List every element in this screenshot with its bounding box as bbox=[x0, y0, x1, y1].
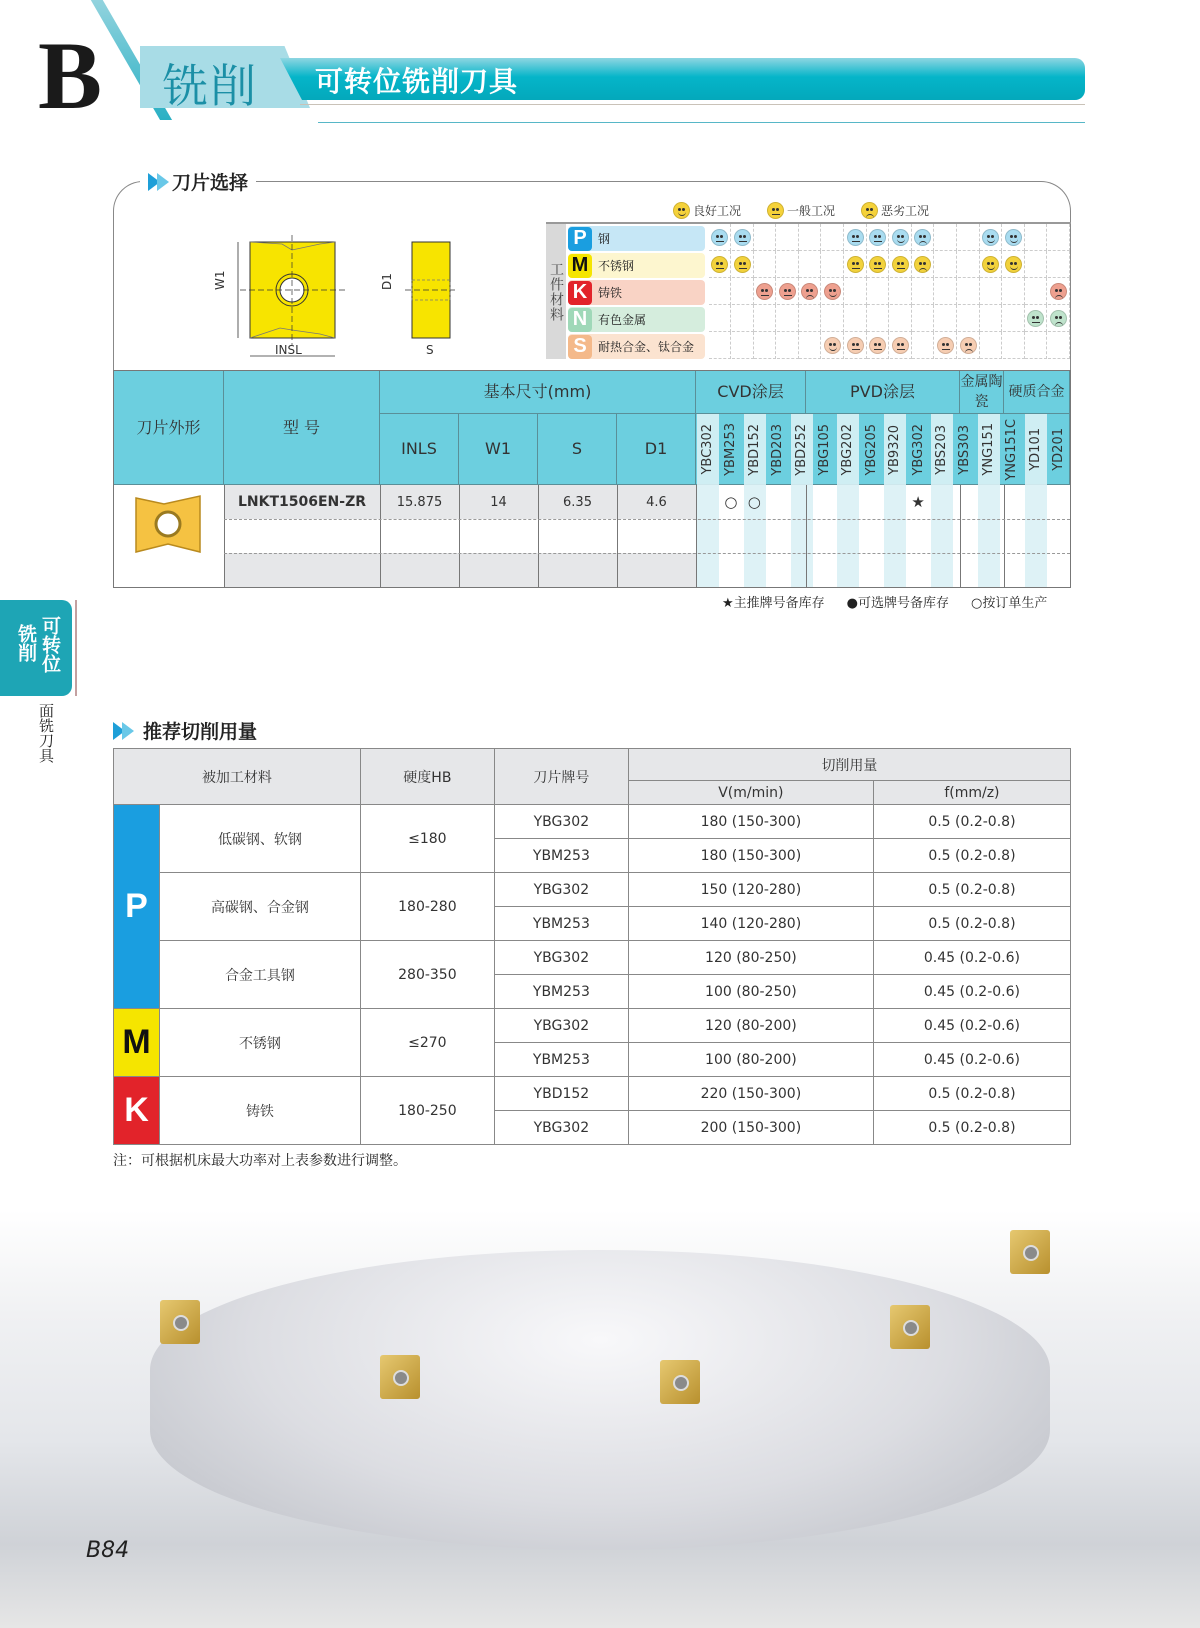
normal-condition-icon bbox=[869, 256, 886, 273]
good-condition-icon bbox=[982, 256, 999, 273]
suitability-cell bbox=[980, 251, 1002, 278]
suitability-cell bbox=[935, 224, 957, 251]
grade-header-ybg302 bbox=[907, 414, 930, 485]
suitability-cell bbox=[754, 278, 776, 305]
good-condition-icon bbox=[1005, 229, 1022, 246]
material-name: 高碳钢、合金钢 bbox=[160, 873, 361, 941]
insert-selection-heading bbox=[140, 168, 256, 195]
suitability-cell bbox=[754, 305, 776, 332]
feed-value: 0.5 (0.2-0.8) bbox=[873, 907, 1070, 941]
material-name: 铸铁 bbox=[598, 286, 623, 300]
col-pvd: PVD涂层 bbox=[806, 371, 960, 414]
table-row bbox=[114, 1009, 1071, 1043]
material-letter-badge: M bbox=[568, 254, 592, 278]
feed-value: 0.45 (0.2-0.6) bbox=[873, 941, 1070, 975]
cutting-data-heading bbox=[113, 717, 257, 744]
good-condition-icon bbox=[982, 229, 999, 246]
side-tab-label-1: 可转位 bbox=[39, 616, 61, 673]
legend-label: 良好工况 bbox=[693, 204, 742, 218]
feed-value: 0.5 (0.2-0.8) bbox=[873, 839, 1070, 873]
hardness-value: 280-350 bbox=[360, 941, 494, 1009]
grade-label: YBG302 bbox=[910, 423, 926, 476]
suitability-cell bbox=[822, 332, 844, 359]
col-cvd: CVD涂层 bbox=[696, 371, 806, 414]
column-divider bbox=[1004, 485, 1005, 587]
hardness-value: ≤270 bbox=[360, 1009, 494, 1077]
feed-value: 0.5 (0.2-0.8) bbox=[873, 1077, 1070, 1111]
feed-value: 0.5 (0.2-0.8) bbox=[873, 873, 1070, 907]
grade-value: YBD152 bbox=[494, 1077, 628, 1111]
good-condition-icon bbox=[824, 283, 841, 300]
material-row-m bbox=[568, 253, 705, 278]
feed-value: 0.45 (0.2-0.6) bbox=[873, 975, 1070, 1009]
suitability-cell bbox=[935, 305, 957, 332]
insert-photo bbox=[660, 1360, 700, 1404]
grade-header-ybs303 bbox=[953, 414, 976, 485]
col-model: 型 号 bbox=[224, 371, 380, 485]
legend-bad bbox=[861, 202, 929, 219]
suitability-cell bbox=[777, 278, 799, 305]
stock-mark-ybg302: ★ bbox=[911, 493, 925, 511]
col-dim-inls: INLS bbox=[380, 414, 459, 485]
cell-model: LNKT1506EN-ZR bbox=[237, 494, 367, 510]
heading-text: 推荐切削用量 bbox=[143, 721, 258, 743]
grade-label: YBS203 bbox=[934, 424, 949, 475]
divider bbox=[318, 122, 1085, 123]
suitability-cell bbox=[935, 278, 957, 305]
insert-table bbox=[113, 370, 1071, 588]
grade-header-ybd203 bbox=[766, 414, 789, 485]
cell-d1 bbox=[617, 553, 696, 587]
suitability-cell bbox=[958, 332, 980, 359]
cell-d1 bbox=[617, 519, 696, 553]
cell-inls: 15.875 bbox=[396, 494, 443, 510]
suitability-cell bbox=[1048, 251, 1070, 278]
speed-value: 100 (80-200) bbox=[628, 1043, 873, 1077]
suitability-cell bbox=[777, 251, 799, 278]
col-dimensions: 基本尺寸(mm) bbox=[380, 371, 696, 414]
suitability-cell bbox=[912, 305, 934, 332]
suitability-cell bbox=[1025, 278, 1047, 305]
table-row bbox=[114, 805, 1071, 839]
grade-header-yng151c bbox=[1000, 414, 1023, 485]
cell-s bbox=[538, 553, 617, 587]
speed-value: 200 (150-300) bbox=[628, 1111, 873, 1145]
material-name: 铸铁 bbox=[160, 1077, 361, 1145]
side-tab-milling[interactable] bbox=[0, 600, 72, 696]
suitability-cell bbox=[845, 305, 867, 332]
stock-legend-order: ○按订单生产 bbox=[971, 596, 1048, 611]
suitability-cell bbox=[822, 278, 844, 305]
suitability-cell bbox=[822, 251, 844, 278]
grade-value: YBG302 bbox=[494, 1009, 628, 1043]
svg-text:INSL: INSL bbox=[275, 343, 302, 357]
footnote: 注：可根据机床最大功率对上表参数进行调整。 bbox=[113, 1153, 407, 1169]
col-grade: 刀片牌号 bbox=[494, 749, 628, 805]
material-letter-badge: N bbox=[568, 308, 592, 332]
suitability-cell bbox=[799, 251, 821, 278]
material-letter-badge: K bbox=[568, 281, 592, 305]
normal-condition-icon bbox=[1027, 310, 1044, 327]
normal-condition-icon bbox=[756, 283, 773, 300]
suitability-grid bbox=[709, 224, 1071, 359]
cutting-data-table bbox=[113, 748, 1071, 1145]
stock-legend-main: ★主推牌号备库存 bbox=[722, 596, 825, 611]
grade-value: YBM253 bbox=[494, 839, 628, 873]
insert-photo bbox=[380, 1355, 420, 1399]
normal-condition-icon bbox=[847, 337, 864, 354]
normal-condition-icon bbox=[767, 202, 784, 219]
insert-shape-icon bbox=[134, 493, 204, 555]
suitability-cell bbox=[1025, 305, 1047, 332]
cell-inls bbox=[380, 553, 459, 587]
suitability-cell bbox=[935, 251, 957, 278]
suitability-cell bbox=[958, 278, 980, 305]
page-number: B84 bbox=[86, 1538, 130, 1563]
suitability-cell bbox=[1003, 251, 1025, 278]
suitability-cell bbox=[912, 278, 934, 305]
material-row-n bbox=[568, 307, 705, 332]
material-name: 合金工具钢 bbox=[160, 941, 361, 1009]
speed-value: 100 (80-250) bbox=[628, 975, 873, 1009]
insert-photo bbox=[160, 1300, 200, 1344]
cell-s: 6.35 bbox=[563, 494, 592, 510]
speed-value: 140 (120-280) bbox=[628, 907, 873, 941]
grade-header-ybg105 bbox=[813, 414, 836, 485]
material-name: 低碳钢、软钢 bbox=[160, 805, 361, 873]
speed-value: 180 (150-300) bbox=[628, 839, 873, 873]
suitability-cell bbox=[732, 332, 754, 359]
grade-header-ybd252 bbox=[790, 414, 813, 485]
suitability-cell bbox=[799, 278, 821, 305]
material-name: 有色金属 bbox=[598, 313, 647, 327]
speed-value: 120 (80-200) bbox=[628, 1009, 873, 1043]
stock-mark-ybm253: ○ bbox=[724, 493, 738, 511]
speed-value: 180 (150-300) bbox=[628, 805, 873, 839]
suitability-cell bbox=[754, 224, 776, 251]
bad-condition-icon bbox=[914, 256, 931, 273]
normal-condition-icon bbox=[869, 337, 886, 354]
cell-inls bbox=[380, 519, 459, 553]
suitability-cell bbox=[732, 224, 754, 251]
normal-condition-icon bbox=[937, 337, 954, 354]
side-tab-label-2: 铣削 bbox=[15, 624, 37, 662]
suitability-cell bbox=[777, 332, 799, 359]
grade-header-ybd152 bbox=[743, 414, 766, 485]
normal-condition-icon bbox=[869, 229, 886, 246]
grade-label: YBG205 bbox=[863, 423, 879, 476]
grade-header-ybm253 bbox=[719, 414, 742, 485]
suitability-cell bbox=[709, 305, 731, 332]
grade-label: YBG105 bbox=[817, 423, 832, 476]
suitability-cell bbox=[890, 278, 912, 305]
material-group-p: P bbox=[114, 805, 160, 1009]
legend-normal bbox=[767, 202, 835, 219]
suitability-cell bbox=[1003, 278, 1025, 305]
legend-label: 一般工况 bbox=[787, 204, 836, 218]
suitability-cell bbox=[732, 305, 754, 332]
feed-value: 0.5 (0.2-0.8) bbox=[873, 1111, 1070, 1145]
suitability-cell bbox=[845, 278, 867, 305]
grade-value: YBG302 bbox=[494, 941, 628, 975]
insert-technical-drawing bbox=[200, 230, 460, 357]
stock-legend-optional: ●可选牌号备库存 bbox=[846, 596, 949, 611]
suitability-cell bbox=[822, 224, 844, 251]
normal-condition-icon bbox=[734, 256, 751, 273]
material-name: 不锈钢 bbox=[160, 1009, 361, 1077]
material-group-k: K bbox=[114, 1077, 160, 1145]
svg-text:W1: W1 bbox=[213, 270, 227, 290]
col-v: V(m/min) bbox=[628, 781, 873, 805]
col-f: f(mm/z) bbox=[873, 781, 1070, 805]
suitability-cell bbox=[777, 224, 799, 251]
column-divider bbox=[806, 485, 807, 587]
column-divider bbox=[960, 485, 961, 587]
legend-good bbox=[673, 202, 741, 219]
suitability-cell bbox=[1048, 278, 1070, 305]
suitability-cell bbox=[912, 332, 934, 359]
suitability-cell bbox=[1003, 224, 1025, 251]
suitability-cell bbox=[867, 332, 889, 359]
grade-label: YBD252 bbox=[793, 423, 809, 476]
table-row bbox=[114, 1077, 1071, 1111]
suitability-cell bbox=[732, 251, 754, 278]
suitability-cell bbox=[845, 332, 867, 359]
grade-label: YBD203 bbox=[770, 423, 786, 476]
grade-value: YBG302 bbox=[494, 805, 628, 839]
material-name: 钢 bbox=[598, 232, 611, 246]
cell-model bbox=[224, 519, 380, 553]
suitability-cell bbox=[1048, 305, 1070, 332]
hardness-value: ≤180 bbox=[360, 805, 494, 873]
good-condition-icon bbox=[824, 337, 841, 354]
bad-condition-icon bbox=[960, 337, 977, 354]
material-row-k bbox=[568, 280, 705, 305]
suitability-cell bbox=[709, 224, 731, 251]
suitability-cell bbox=[890, 224, 912, 251]
feed-value: 0.45 (0.2-0.6) bbox=[873, 1043, 1070, 1077]
bad-condition-icon bbox=[914, 229, 931, 246]
suitability-cell bbox=[867, 251, 889, 278]
col-cermet: 金属陶瓷 bbox=[960, 371, 1004, 414]
suitability-cell bbox=[890, 332, 912, 359]
suitability-cell bbox=[867, 278, 889, 305]
condition-legend bbox=[673, 202, 929, 219]
good-condition-icon bbox=[673, 202, 690, 219]
suitability-cell bbox=[935, 332, 957, 359]
normal-condition-icon bbox=[711, 229, 728, 246]
grade-header-yd101 bbox=[1024, 414, 1047, 485]
page-title: 可转位铣削刀具 bbox=[315, 65, 519, 98]
speed-value: 220 (150-300) bbox=[628, 1077, 873, 1111]
suitability-cell bbox=[890, 251, 912, 278]
insert-photo bbox=[1010, 1230, 1050, 1274]
suitability-cell bbox=[754, 332, 776, 359]
stock-legend bbox=[722, 592, 1047, 611]
grade-header-yd201 bbox=[1047, 414, 1070, 485]
suitability-cell bbox=[709, 251, 731, 278]
col-dim-s: S bbox=[538, 414, 617, 485]
grade-label: YBM253 bbox=[723, 423, 739, 476]
grade-header-ybc302 bbox=[696, 414, 719, 485]
suitability-cell bbox=[980, 332, 1002, 359]
material-name: 不锈钢 bbox=[598, 259, 635, 273]
suitability-cell bbox=[709, 332, 731, 359]
bad-condition-icon bbox=[801, 283, 818, 300]
suitability-cell bbox=[1003, 332, 1025, 359]
suitability-cell bbox=[958, 305, 980, 332]
good-condition-icon bbox=[892, 229, 909, 246]
suitability-cell bbox=[754, 251, 776, 278]
speed-value: 150 (120-280) bbox=[628, 873, 873, 907]
grade-value: YBM253 bbox=[494, 1043, 628, 1077]
bad-condition-icon bbox=[861, 202, 878, 219]
column-divider bbox=[696, 485, 697, 587]
grade-label: YD101 bbox=[1027, 428, 1043, 471]
side-subsection-label: 面铣刀具 bbox=[37, 703, 55, 763]
normal-condition-icon bbox=[847, 256, 864, 273]
suitability-cell bbox=[958, 251, 980, 278]
col-cutting: 切削用量 bbox=[628, 749, 1070, 781]
grade-value: YBG302 bbox=[494, 873, 628, 907]
legend-label: 恶劣工况 bbox=[881, 204, 930, 218]
suitability-cell bbox=[1025, 224, 1047, 251]
section-letter: B bbox=[38, 22, 103, 129]
suitability-cell bbox=[912, 251, 934, 278]
col-shape: 刀片外形 bbox=[114, 371, 224, 485]
double-arrow-icon bbox=[148, 173, 166, 191]
milling-cutter-photo bbox=[0, 1210, 1200, 1628]
cell-d1: 4.6 bbox=[646, 494, 667, 510]
stock-mark-ybd152: ○ bbox=[747, 493, 761, 511]
suitability-cell bbox=[1048, 224, 1070, 251]
grade-header-yb9320 bbox=[883, 414, 906, 485]
suitability-cell bbox=[709, 278, 731, 305]
suitability-cell bbox=[845, 251, 867, 278]
material-letter-badge: S bbox=[568, 335, 592, 359]
col-material: 被加工材料 bbox=[114, 749, 361, 805]
grade-label: YB9320 bbox=[887, 424, 903, 475]
suitability-cell bbox=[845, 224, 867, 251]
feed-value: 0.45 (0.2-0.6) bbox=[873, 1009, 1070, 1043]
section-title: 铣削 bbox=[162, 59, 258, 113]
normal-condition-icon bbox=[734, 229, 751, 246]
material-side-label: 工件材料 bbox=[546, 224, 566, 359]
suitability-cell bbox=[1003, 305, 1025, 332]
cell-w1 bbox=[459, 553, 538, 587]
grade-header-ybs203 bbox=[930, 414, 953, 485]
material-letter-badge: P bbox=[568, 227, 592, 251]
grade-header-ybg202 bbox=[836, 414, 859, 485]
good-condition-icon bbox=[1005, 256, 1022, 273]
col-dim-w1: W1 bbox=[459, 414, 538, 485]
grade-label: YNG151 bbox=[980, 423, 996, 476]
grade-header-ybg205 bbox=[860, 414, 883, 485]
grade-header-yng151 bbox=[977, 414, 1000, 485]
table-row bbox=[114, 941, 1071, 975]
grade-label: YBD152 bbox=[746, 423, 762, 476]
suitability-cell bbox=[890, 305, 912, 332]
hardness-value: 180-250 bbox=[360, 1077, 494, 1145]
cell-s bbox=[538, 519, 617, 553]
grade-value: YBG302 bbox=[494, 1111, 628, 1145]
grade-label: YNG151C bbox=[1004, 418, 1020, 481]
suitability-cell bbox=[732, 278, 754, 305]
normal-condition-icon bbox=[892, 337, 909, 354]
bad-condition-icon bbox=[1050, 310, 1067, 327]
cutter-body bbox=[150, 1250, 1050, 1550]
suitability-cell bbox=[958, 224, 980, 251]
svg-text:S: S bbox=[426, 343, 434, 357]
suitability-cell bbox=[867, 224, 889, 251]
cell-model bbox=[224, 553, 380, 587]
suitability-cell bbox=[777, 305, 799, 332]
suitability-cell bbox=[822, 305, 844, 332]
suitability-cell bbox=[1025, 332, 1047, 359]
bad-condition-icon bbox=[1050, 283, 1067, 300]
normal-condition-icon bbox=[847, 229, 864, 246]
feed-value: 0.5 (0.2-0.8) bbox=[873, 805, 1070, 839]
svg-text:D1: D1 bbox=[380, 273, 394, 290]
suitability-cell bbox=[867, 305, 889, 332]
col-dim-d1: D1 bbox=[617, 414, 696, 485]
suitability-cell bbox=[799, 305, 821, 332]
grade-label: YBS303 bbox=[957, 424, 973, 475]
normal-condition-icon bbox=[892, 256, 909, 273]
col-hardness: 硬度HB bbox=[360, 749, 494, 805]
suitability-cell bbox=[1025, 251, 1047, 278]
suitability-cell bbox=[912, 224, 934, 251]
grade-value: YBM253 bbox=[494, 975, 628, 1009]
suitability-cell bbox=[799, 224, 821, 251]
suitability-cell bbox=[980, 305, 1002, 332]
material-group-m: M bbox=[114, 1009, 160, 1077]
material-row-s bbox=[568, 334, 705, 359]
suitability-cell bbox=[799, 332, 821, 359]
divider bbox=[75, 600, 77, 696]
grade-label: YD201 bbox=[1051, 428, 1066, 471]
grade-label: YBC302 bbox=[700, 424, 715, 475]
table-row bbox=[114, 873, 1071, 907]
suitability-cell bbox=[980, 278, 1002, 305]
normal-condition-icon bbox=[711, 256, 728, 273]
speed-value: 120 (80-250) bbox=[628, 941, 873, 975]
grade-value: YBM253 bbox=[494, 907, 628, 941]
material-name: 耐热合金、钛合金 bbox=[598, 340, 695, 354]
suitability-cell bbox=[1048, 332, 1070, 359]
heading-text: 刀片选择 bbox=[172, 172, 249, 194]
double-arrow-icon bbox=[113, 722, 131, 740]
insert-photo bbox=[890, 1305, 930, 1349]
suitability-cell bbox=[980, 224, 1002, 251]
divider bbox=[300, 104, 1085, 105]
grade-label: YBG202 bbox=[840, 423, 856, 476]
cell-w1: 14 bbox=[490, 494, 507, 510]
material-row-p bbox=[568, 226, 705, 251]
cell-w1 bbox=[459, 519, 538, 553]
col-carbide: 硬质合金 bbox=[1004, 371, 1070, 414]
hardness-value: 180-280 bbox=[360, 873, 494, 941]
normal-condition-icon bbox=[779, 283, 796, 300]
